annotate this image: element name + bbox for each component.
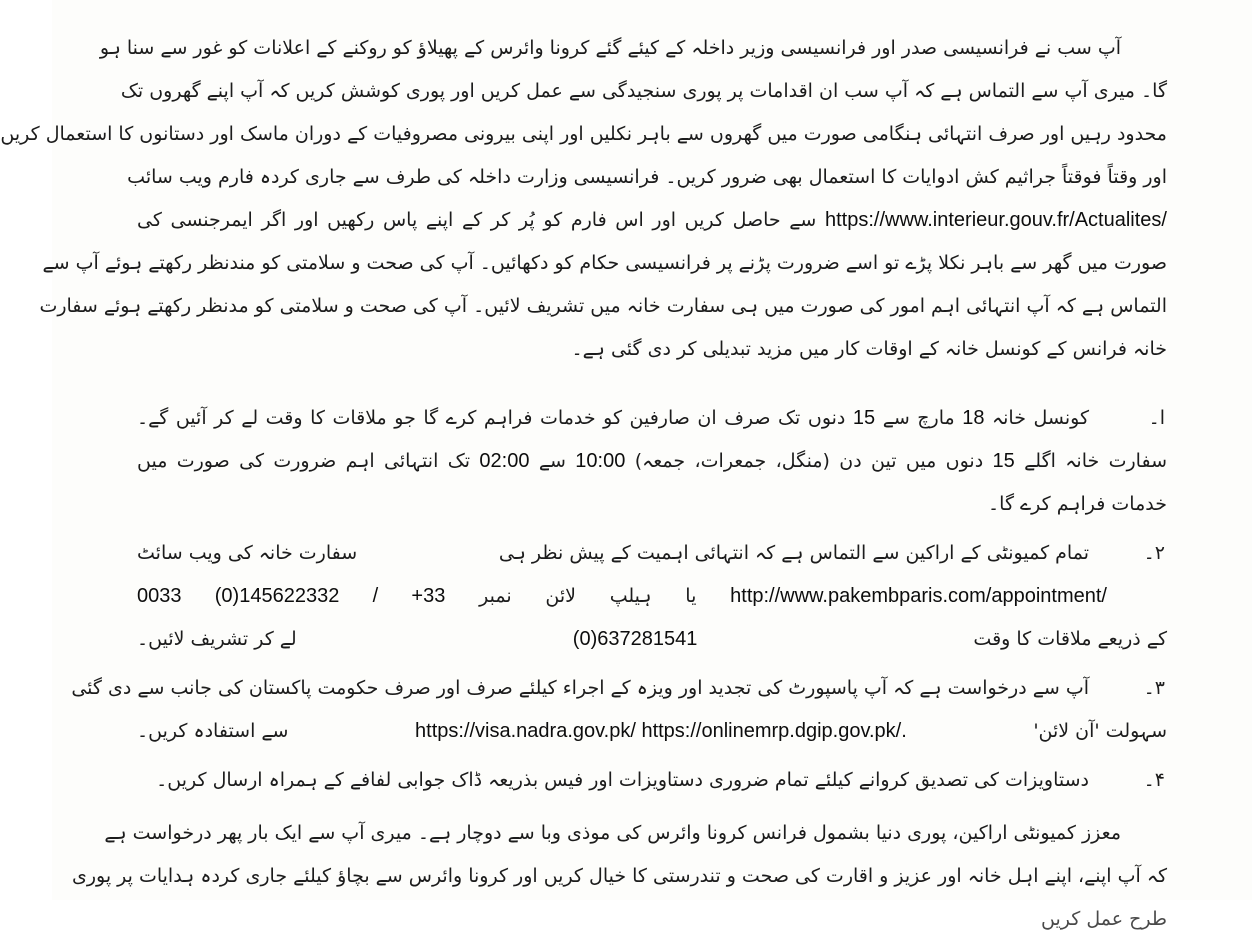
urdu-text: دنوں تک صرف ان صارفین کو خدمات فراہم کرے گا جو ملاقات کا وقت لے کر آئیں گے۔ — [137, 407, 846, 429]
urdu-text: لے کر تشریف لائیں۔ — [137, 628, 297, 650]
urdu-text: سے — [538, 450, 566, 472]
urdu-text: سفارت خانہ اگلے — [1024, 450, 1167, 472]
item-body — [137, 759, 1167, 802]
item-body — [137, 397, 1167, 526]
urdu-text: کونسل خانہ — [992, 407, 1089, 429]
urdu-text: دنوں میں تین دن (منگل، جمعرات، جمعہ) — [634, 450, 984, 472]
item-marker: ا۔ — [1148, 407, 1165, 429]
item-body — [137, 532, 1167, 661]
latin-url-or-number-text: 0033 (0)145622332 / +33 — [137, 585, 446, 607]
text-line — [120, 70, 1167, 113]
urdu-text: خانہ فرانس کے کونسل خانہ کے اوقات کار میں مزید تبدیلی کر دی گئی ہے۔ — [571, 338, 1167, 360]
urdu-text: طرح عمل کریں — [1041, 908, 1167, 930]
urdu-text: یا ہیلپ لائن نمبر — [479, 585, 697, 607]
urdu-text: سہولت 'آن لائن' — [1033, 720, 1167, 742]
text-line — [137, 440, 1167, 483]
latin-url-or-number-text: 18 — [962, 407, 985, 429]
urdu-text: محدود رہیں اور صرف انتہائی ہنگامی صورت میں گھروں سے باہر نکلیں اور اپنی بیرونی مصروفیات کے دوران ماسک اور دستانوں کا استعمال کریں — [0, 123, 1167, 145]
urdu-text: سے استفادہ کریں۔ — [137, 720, 289, 742]
urdu-text: اور وقتاً فوقتاً جراثیم کش ادوایات کا استعمال بھی ضرور کریں۔ فرانسیسی وزارت داخلہ کی طرف سے جاری کردہ فارم ویب سائب — [127, 166, 1167, 188]
urdu-text: التماس ہے کہ آپ انتہائی اہم امور کی صورت میں ہی سفارت خانہ میں تشریف لائیں۔ آپ کی صحت و سلامتی کو مدنظر رکھتے ہوئے سفارت — [39, 295, 1167, 317]
item-body — [71, 667, 1167, 753]
text-line — [71, 855, 1167, 898]
notice-item-4 — [137, 759, 1167, 802]
urdu-text: سفارت خانہ کی ویب سائٹ — [137, 542, 358, 564]
latin-url-or-number-text: 15 — [992, 450, 1015, 472]
text-line — [137, 397, 1167, 440]
urdu-text: صورت میں گھر سے باہر نکلا پڑے تو اسے ضرورت پڑنے پر فرانسیسی حکام کو دکھائیں۔ آپ کی صحت و سلامتی کو مندنظر رکھتے ہوئے آپ سے — [42, 252, 1167, 274]
text-line — [42, 242, 1167, 285]
latin-url-or-number-text: 02:00 — [479, 450, 530, 472]
latin-url-or-number-text: https://www.interieur.gouv.fr/Actualites/ — [824, 209, 1167, 231]
latin-url-or-number-text: https://visa.nadra.gov.pk/ https://onlinemrp.dgip.gov.pk/. — [415, 720, 907, 742]
urdu-text: مارچ سے — [882, 407, 955, 429]
text-line — [137, 532, 1167, 575]
item-marker: ۴۔ — [1143, 769, 1165, 791]
text-line — [104, 812, 1167, 855]
text-line — [99, 27, 1167, 70]
urdu-text: خدمات فراہم کرے گا۔ — [988, 493, 1167, 515]
urdu-text: دستاویزات کی تصدیق کروانے کیلئے تمام ضروری دستاویزات اور فیس بذریعہ ڈاک جوابی لفافے کے ہمراہ ارسال کریں۔ — [156, 769, 1089, 791]
latin-url-or-number-text: (0)637281541 — [572, 628, 698, 650]
intro-paragraph — [0, 27, 1167, 371]
text-line — [39, 285, 1167, 328]
text-line — [137, 199, 1167, 242]
text-line — [137, 618, 1167, 661]
urdu-text: کے ذریعے ملاقات کا وقت — [973, 628, 1167, 650]
text-line — [127, 156, 1167, 199]
item-marker: ۳۔ — [1143, 677, 1165, 699]
text-line — [137, 575, 1167, 618]
urdu-text: گا۔ میری آپ سے التماس ہے کہ آپ سب ان اقدامات پر پوری سنجیدگی سے عمل کریں اور پوری کوشش کریں کہ آپ اپنے گھروں تک — [120, 80, 1167, 102]
text-line — [137, 710, 1167, 753]
urdu-text: معزز کمیونٹی اراکین، پوری دنیا بشمول فرانس کرونا وائرس کی موذی وبا سے دوچار ہے۔ میری آپ سے ایک بار پھر درخواست ہے — [104, 822, 1121, 844]
text-line — [0, 113, 1167, 156]
urdu-text: کہ آپ اپنے، اپنے اہل خانہ اور عزیز و اقارت کی صحت و تندرستی کا خیال کریں اور کرونا وائرس سے بچاؤ کیلئے جاری کردہ ہدایات پر پوری — [71, 865, 1167, 887]
notice-item-3 — [71, 667, 1167, 753]
text-line — [137, 483, 1167, 526]
urdu-text: سے حاصل کریں اور اس فارم کو پُر کر کے اپنے پاس رکھیں اور اگر ایمرجنسی کی — [137, 209, 817, 231]
latin-url-or-number-text: http://www.pakembparis.com/appointment/ — [730, 585, 1107, 607]
urdu-text: تک انتہائی اہم ضرورت کی صورت میں — [137, 450, 471, 472]
urdu-text: تمام کمیونٹی کے اراکین سے التماس ہے کہ انتہائی اہمیت کے پیش نظر ہی — [498, 542, 1089, 564]
urdu-text: آپ سے درخواست ہے کہ آپ پاسپورٹ کی تجدید اور ویزہ کے اجراء کیلئے صرف اور صرف حکومت پاکستان کی جانب سے دی گئی — [71, 677, 1089, 699]
notice-item-2 — [137, 532, 1167, 661]
notice-item-1 — [137, 397, 1167, 526]
item-marker: ۲۔ — [1143, 542, 1165, 564]
text-line — [137, 759, 1167, 802]
text-line — [137, 898, 1167, 941]
text-line — [71, 667, 1167, 710]
closing-paragraph — [71, 812, 1167, 941]
text-line — [137, 328, 1167, 371]
latin-url-or-number-text: 15 — [852, 407, 876, 429]
latin-url-or-number-text: 10:00 — [575, 450, 626, 472]
urdu-text: آپ سب نے فرانسیسی صدر اور فرانسیسی وزیر داخلہ کے کیئے گئے کرونا وائرس کے پھیلاؤ کو روکنے کے اعلانات کو غور سے سنا ہو — [99, 37, 1121, 59]
